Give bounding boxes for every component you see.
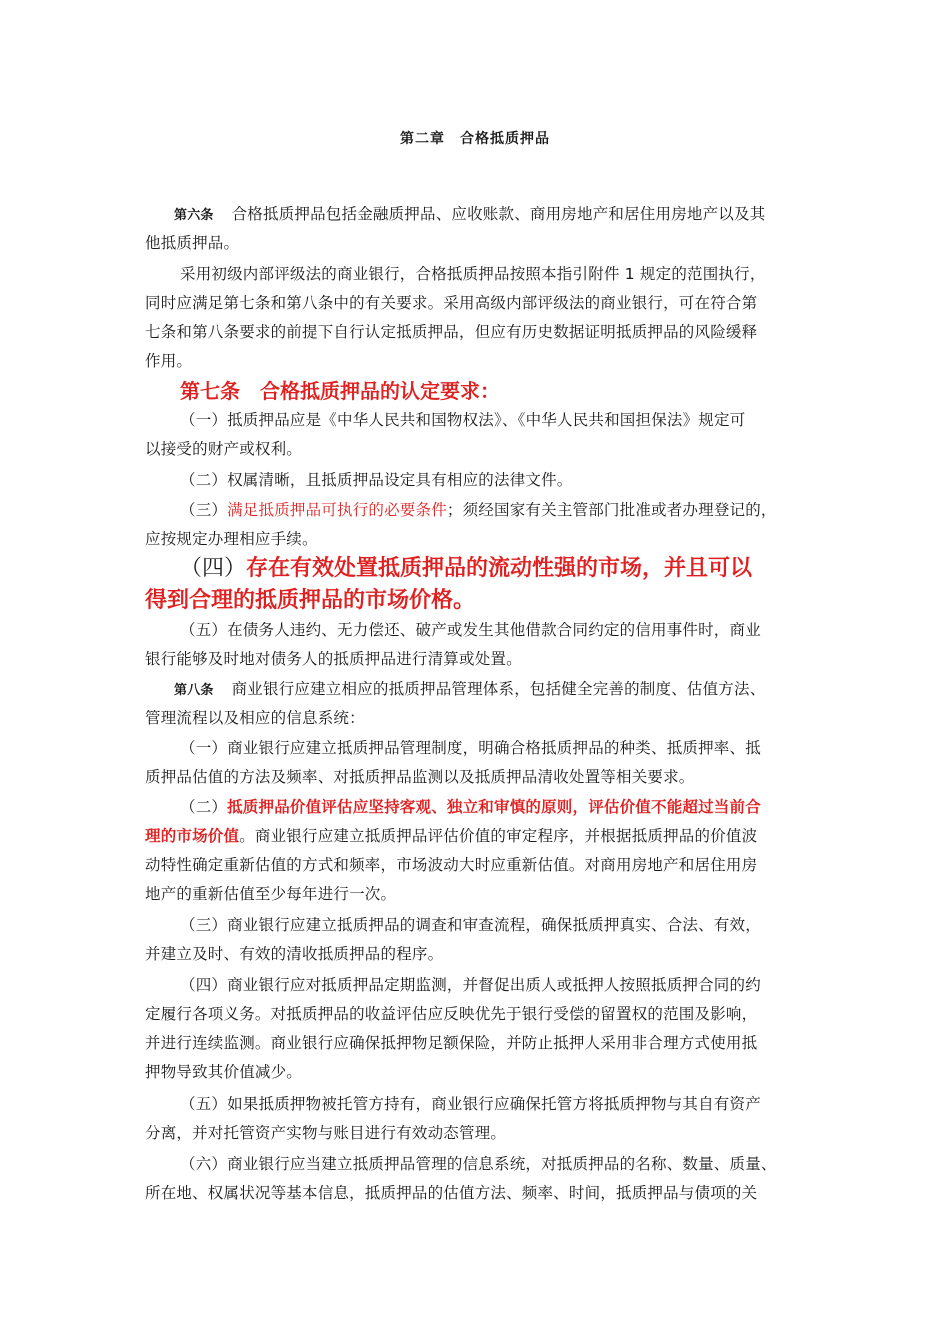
article-8-item-4-line-4: 押物导致其价值减少。 [145, 1063, 303, 1081]
article-8-item-2-line-4: 地产的重新估值至少每年进行一次。 [145, 885, 397, 903]
article-8-item-2-line-2 [145, 826, 757, 846]
article-6-para2-line-4: 作用。 [145, 352, 193, 370]
article-7-item-3-line-2: 应按规定办理相应手续。 [145, 530, 318, 548]
article-8-item-5-line-1: （五）如果抵质押物被托管方持有，商业银行应确保托管方将抵质押物与其自有资产 [180, 1095, 761, 1113]
article-8-item-4-line-3: 并进行连续监测。商业银行应确保抵押物足额保险，并防止抵押人采用非合理方式使用抵 [145, 1034, 758, 1052]
article-6-label: 第六条 [174, 208, 214, 223]
article-8-item-2-highlight-2: 理的市场价值 [145, 827, 240, 845]
article-6-line-1 [174, 204, 765, 226]
article-7-item-1-line-2: 以接受的财产或权利。 [145, 440, 303, 458]
article-7-item-3-rest: ；须经国家有关主管部门批准或者办理登记的， [446, 501, 777, 519]
article-7-item-4-line-1 [180, 555, 752, 583]
article-8-item-4-line-1: （四）商业银行应对抵质押品定期监测，并督促出质人或抵押人按照抵质押合同的约 [180, 976, 761, 994]
article-6-line-2: 他抵质押品。 [145, 234, 240, 252]
article-7-item-5-line-2: 银行能够及时地对债务人的抵质押品进行清算或处置。 [145, 650, 522, 668]
article-8-label: 第八条 [174, 683, 214, 698]
article-6-para2-line-1: 采用初级内部评级法的商业银行，合格抵质押品按照本指引附件 1 规定的范围执行， [180, 265, 766, 283]
article-8-line-1 [174, 679, 765, 701]
article-7-heading: 第七条 合格抵质押品的认定要求： [180, 379, 500, 403]
article-7-item-1-line-1: （一）抵质押品应是《中华人民共和国物权法》、《中华人民共和国担保法》规定可 [180, 411, 746, 429]
article-7-item-3-prefix: （三） [180, 501, 228, 519]
article-8-item-1-line-1: （一）商业银行应建立抵质押品管理制度，明确合格抵质押品的种类、抵质押率、抵 [180, 739, 761, 757]
article-8-item-2-line-3: 动特性确定重新估值的方式和频率，市场波动大时应重新估值。对商用房地产和居住用房 [145, 856, 758, 874]
article-7-item-3-highlight: 满足抵质押品可执行的必要条件 [227, 501, 447, 519]
article-8-item-4-line-2: 定履行各项义务。对抵质押品的收益评估应反映优先于银行受偿的留置权的范围及影响， [145, 1005, 758, 1023]
article-8-line-2: 管理流程以及相应的信息系统： [145, 709, 365, 727]
article-7-item-4-text: 存在有效处置抵质押品的流动性强的市场，并且可以 [246, 556, 753, 581]
article-7-item-2: （二）权属清晰，且抵质押品设定具有相应的法律文件。 [180, 471, 573, 489]
article-7-item-5-line-1: （五）在债务人违约、无力偿还、破产或发生其他借款合同约定的信用事件时，商业 [180, 621, 761, 639]
article-8-item-2-highlight: 抵质押品价值评估应坚持客观、独立和审慎的原则，评估价值不能超过当前合 [227, 798, 761, 816]
article-8-item-1-line-2: 质押品估值的方法及频率、对抵质押品监测以及抵质押品清收处置等相关要求。 [145, 768, 695, 786]
article-6-text: 合格抵质押品包括金融质押品、应收账款、商用房地产和居住用房地产以及其 [231, 205, 766, 223]
chapter-title: 第二章 合格抵质押品 [400, 131, 550, 147]
article-6-para2-line-2: 同时应满足第七条和第八条中的有关要求。采用高级内部评级法的商业银行，可在符合第 [145, 294, 758, 312]
article-8-item-2-prefix: （二） [180, 798, 228, 816]
article-7-item-4-paren: （四） [180, 556, 247, 581]
article-7-item-4-line-2: 得到合理的抵质押品的市场价格。 [145, 588, 476, 613]
article-8-item-3-line-1: （三）商业银行应建立抵质押品的调查和审查流程，确保抵质押真实、合法、有效， [180, 916, 761, 934]
article-8-item-2-rest: 。商业银行应建立抵质押品评估价值的审定程序，并根据抵质押品的价值波 [239, 827, 758, 845]
article-8-item-3-line-2: 并建立及时、有效的清收抵质押品的程序。 [145, 945, 444, 963]
article-6-para2-line-3: 七条和第八条要求的前提下自行认定抵质押品，但应有历史数据证明抵质押品的风险缓释 [145, 323, 758, 341]
article-8-item-6-line-1: （六）商业银行应当建立抵质押品管理的信息系统，对抵质押品的名称、数量、质量、 [180, 1155, 777, 1173]
article-8-text: 商业银行应建立相应的抵质押品管理体系，包括健全完善的制度、估值方法、 [231, 680, 766, 698]
article-8-item-5-line-2: 分离，并对托管资产实物与账目进行有效动态管理。 [145, 1124, 507, 1142]
article-7-item-3-line-1 [180, 500, 777, 520]
article-8-item-6-line-2: 所在地、权属状况等基本信息，抵质押品的估值方法、频率、时间，抵质押品与债项的关 [145, 1184, 758, 1202]
article-8-item-2-line-1 [180, 797, 761, 817]
